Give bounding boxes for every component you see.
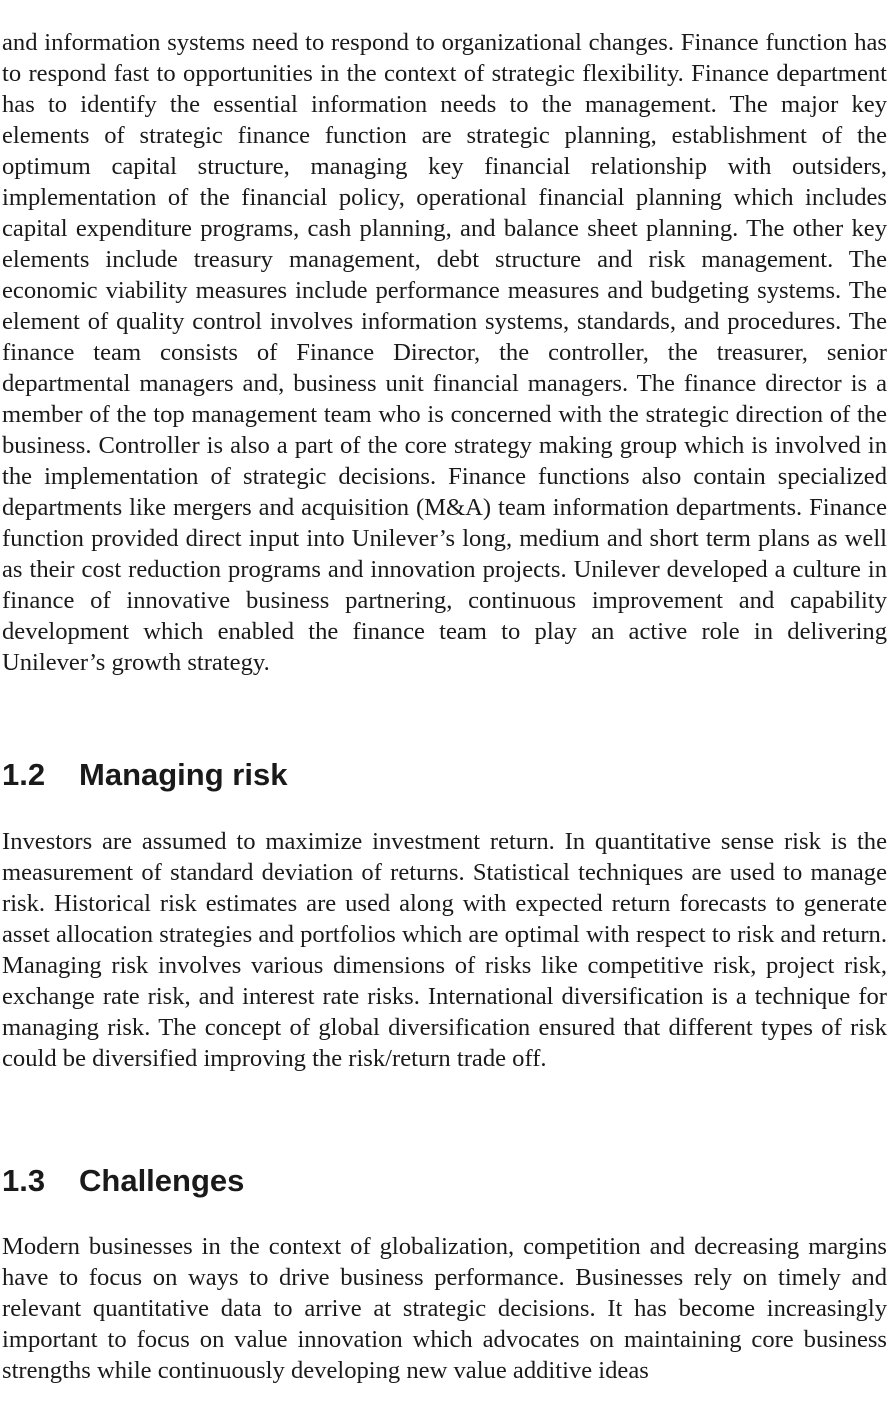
managing-risk-paragraph: Investors are assumed to maximize investment return. In quantitative sense risk is the measurement of standard deviation of returns. Statistical techniques are used to manage risk. Historical risk estimates are used along with expected return forecasts to generate asset allocation strategies and portfolios which are optimal with respect to risk and return. Managing risk involves various dimensions of risks like competitive risk, project risk, exchange rate risk, and interest rate risks. International diversification is a technique for managing risk. The concept of global diversification ensured that different types of risk could be diversified improving the risk/return trade off. bbox=[2, 828, 887, 1072]
section-heading-challenges bbox=[2, 1161, 887, 1201]
challenges-paragraph: Modern businesses in the context of globalization, competition and decreasing margins have to focus on ways to drive business performance. Businesses rely on timely and relevant quantitative data to arrive at strategic decisions. It has become increasingly important to focus on value innovation which advocates on maintaining core business strengths while continuously developing new value additive ideas bbox=[2, 1233, 887, 1384]
section-number: 1.3 bbox=[2, 1163, 46, 1198]
section-title: Challenges bbox=[79, 1163, 245, 1198]
intro-paragraph: and information systems need to respond to organizational changes. Finance function has to respond fast to opportunities in the context of strategic flexibility. Finance department has to identify the essential information needs to the management. The major key elements of strategic finance function are strategic planning, establishment of the optimum capital structure, managing key financial relationship with outsiders, implementation of the financial policy, operational financial planning which includes capital expenditure programs, cash planning, and balance sheet planning. The other key elements include treasury management, debt structure and risk management. The economic viability measures include performance measures and budgeting systems. The element of quality control involves information systems, standards, and procedures. The finance team consists of Finance Director, the controller, the treasurer, senior departmental managers and, business unit financial managers. The finance director is a member of the top management team who is concerned with the strategic direction of the business. Controller is also a part of the core strategy making group which is involved in the implementation of strategic decisions. Finance functions also contain specialized departments like mergers and acquisition (M&A) team information departments. Finance function provided direct input into Unilever’s long, medium and short term plans as well as their cost reduction programs and innovation projects. Unilever developed a culture in finance of innovative business partnering, continuous improvement and capability development which enabled the finance team to play an active role in delivering Unilever’s growth strategy. bbox=[2, 29, 887, 676]
section-number: 1.2 bbox=[2, 757, 46, 792]
section-title: Managing risk bbox=[79, 757, 288, 792]
document-page bbox=[2, 27, 887, 1386]
section-heading-managing-risk bbox=[2, 755, 887, 795]
